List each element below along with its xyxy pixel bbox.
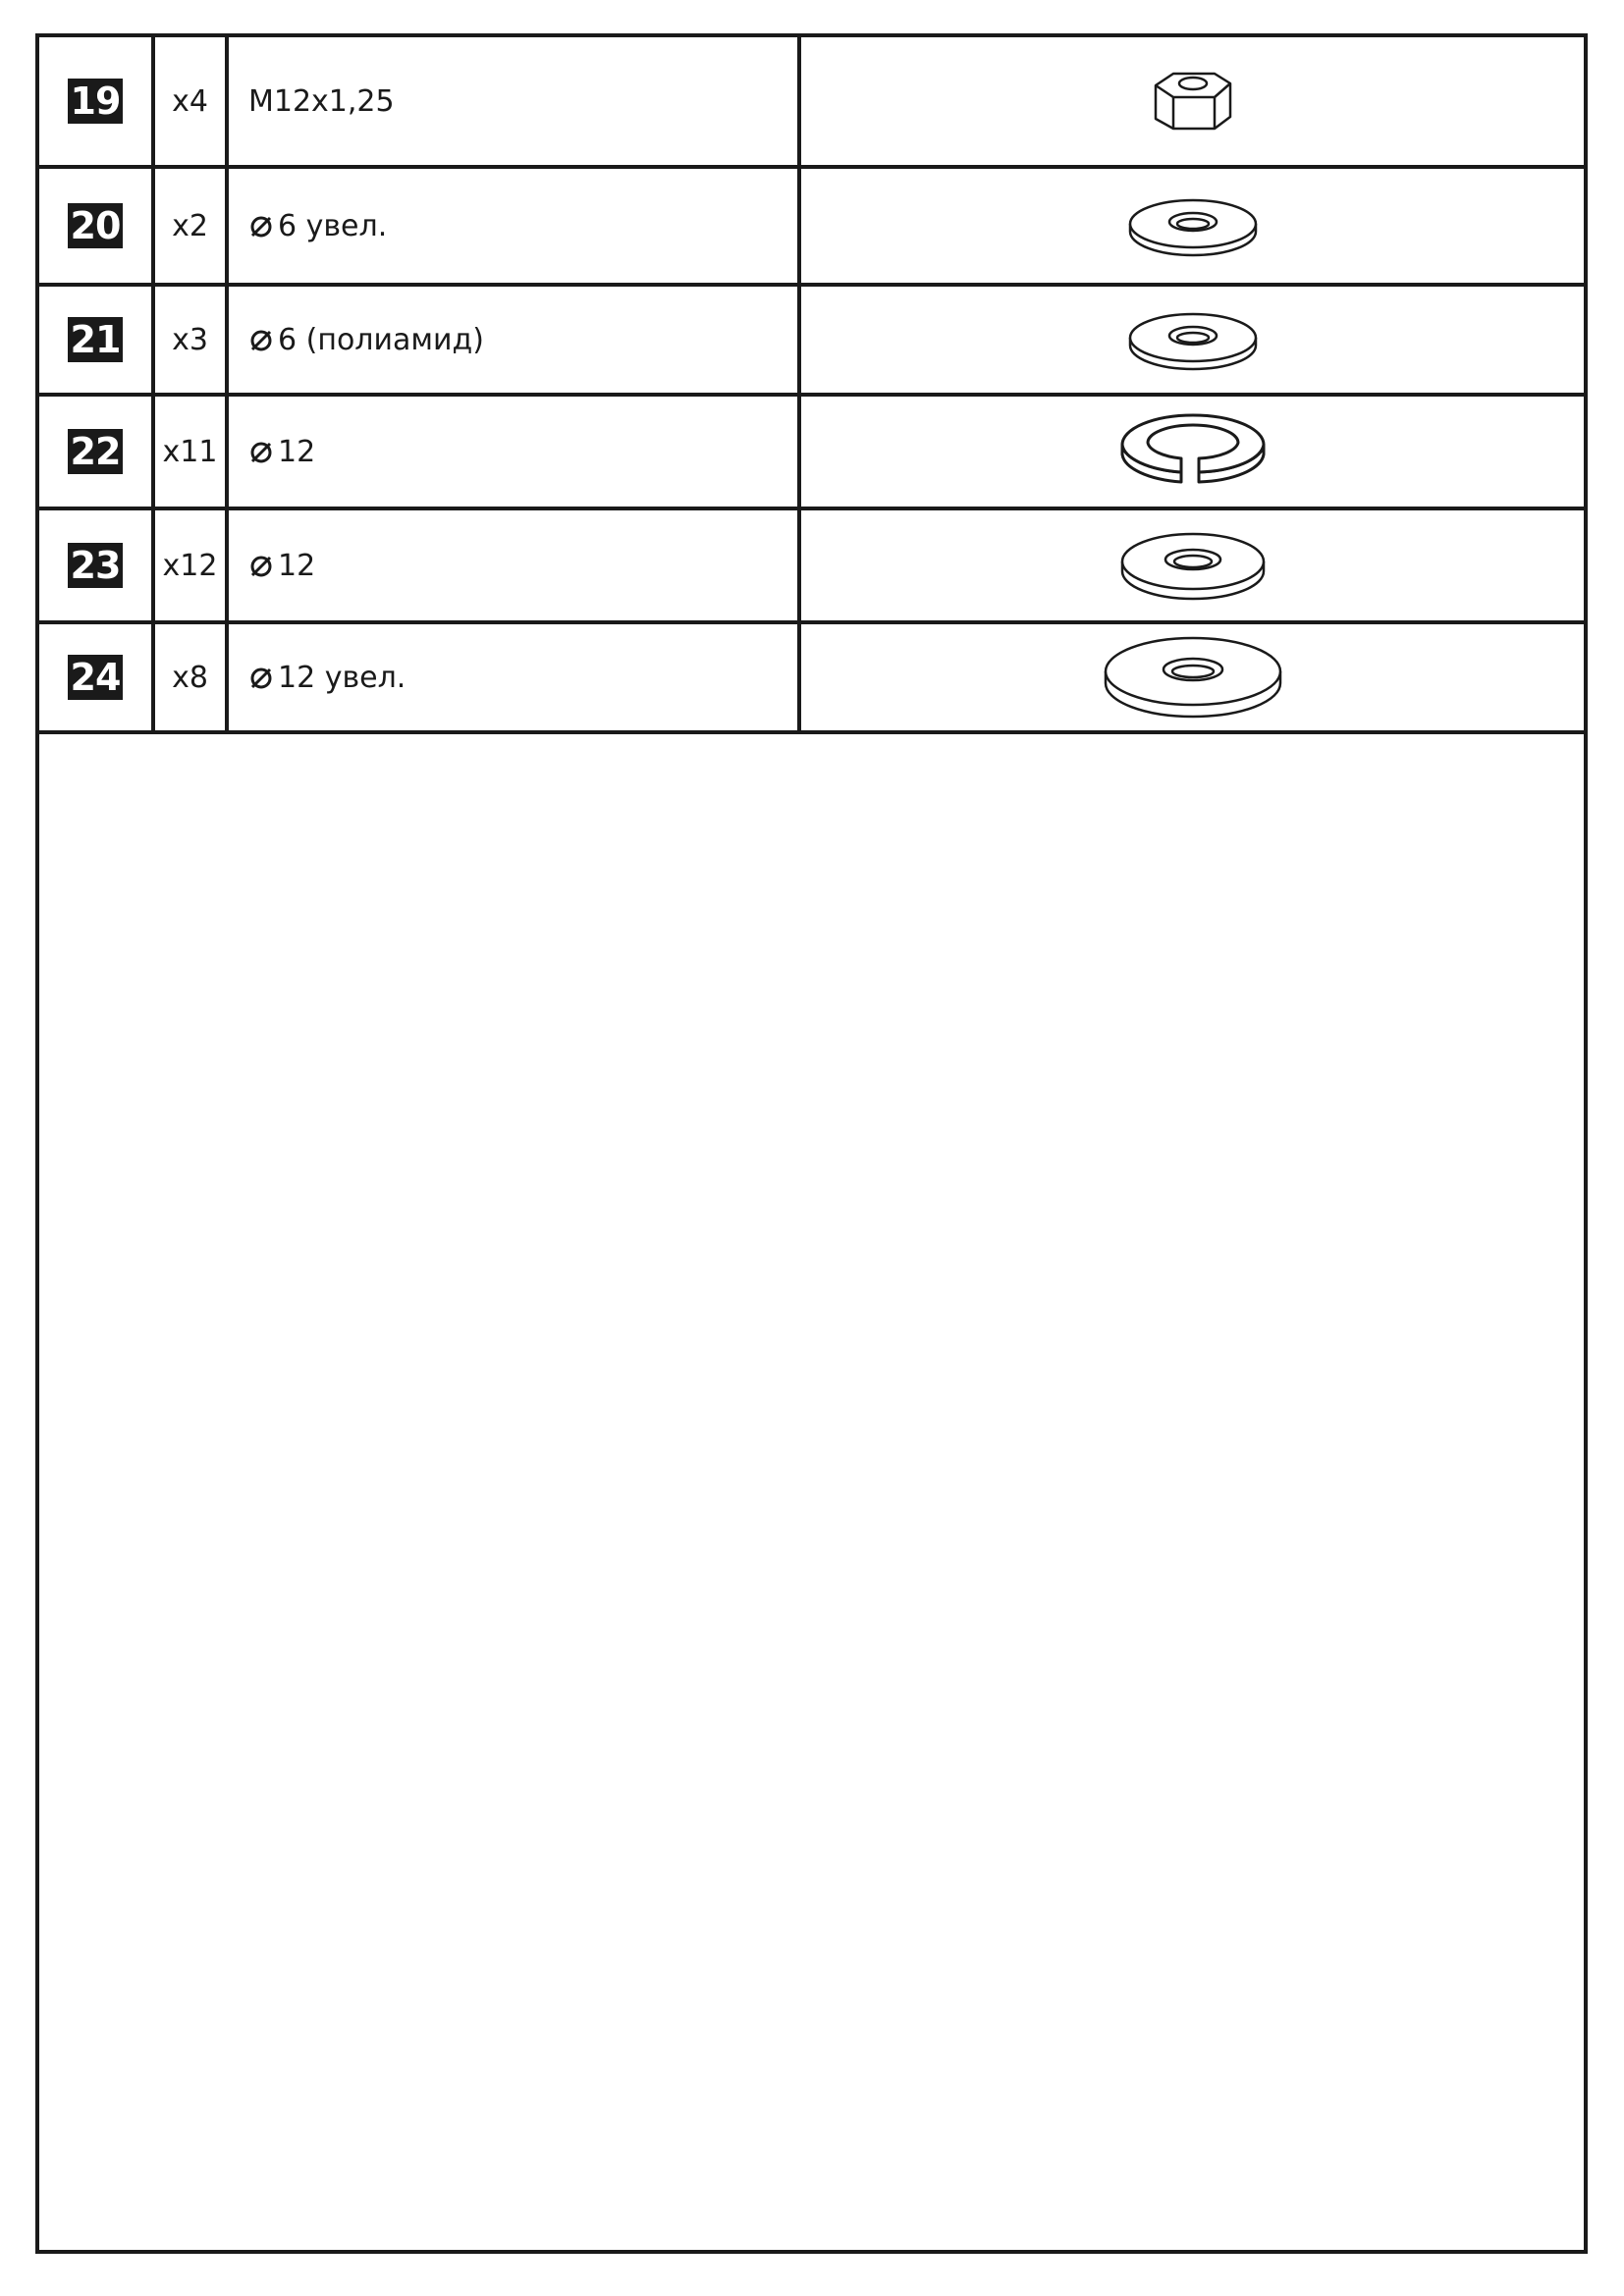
part-number-badge: 19	[68, 79, 123, 124]
flat-washer-icon	[1124, 188, 1262, 263]
quantity-cell	[155, 510, 225, 620]
part-number-cell	[39, 169, 151, 283]
illustration-cell	[801, 37, 1584, 165]
quantity: x2	[172, 208, 208, 243]
description-cell	[229, 397, 797, 507]
description: 12 увел.	[278, 660, 406, 695]
illustration-cell	[801, 510, 1584, 620]
row-divider	[35, 730, 1588, 734]
part-number-cell	[39, 397, 151, 507]
part-number-cell	[39, 37, 151, 165]
quantity: x11	[162, 434, 218, 469]
quantity-cell	[155, 624, 225, 730]
description-cell	[229, 287, 797, 393]
description: 6 (полиамид)	[278, 322, 484, 357]
part-number-cell	[39, 510, 151, 620]
quantity: x12	[162, 548, 218, 583]
part-number-badge: 20	[68, 203, 123, 248]
description: 12	[278, 434, 316, 469]
diameter-icon	[248, 665, 274, 690]
diameter-icon	[248, 327, 274, 352]
illustration-cell	[801, 169, 1584, 283]
part-number-badge: 21	[68, 317, 123, 362]
part-number-badge: 23	[68, 543, 123, 588]
part-number-badge: 22	[68, 429, 123, 474]
flat-washer-icon	[1124, 302, 1262, 377]
quantity-cell	[155, 37, 225, 165]
hex-nut-icon	[1144, 62, 1242, 140]
illustration-cell	[801, 397, 1584, 507]
diameter-icon	[248, 439, 274, 464]
description-cell	[229, 169, 797, 283]
part-number-cell	[39, 624, 151, 730]
quantity-cell	[155, 169, 225, 283]
quantity: x3	[172, 322, 208, 357]
description: 6 увел.	[278, 208, 388, 243]
large-flat-washer-icon	[1100, 630, 1286, 724]
illustration-cell	[801, 624, 1584, 730]
part-number-badge: 24	[68, 655, 123, 700]
quantity-cell	[155, 287, 225, 393]
description: 12	[278, 548, 316, 583]
description-cell	[229, 624, 797, 730]
diameter-icon	[248, 553, 274, 578]
part-number-cell	[39, 287, 151, 393]
illustration-cell	[801, 287, 1584, 393]
spring-washer-icon	[1114, 407, 1272, 496]
quantity-cell	[155, 397, 225, 507]
diameter-icon	[248, 213, 274, 239]
quantity: x4	[172, 83, 208, 119]
quantity: x8	[172, 660, 208, 695]
flat-washer-icon	[1114, 524, 1272, 607]
description-cell	[229, 37, 797, 165]
description: M12x1,25	[248, 83, 395, 119]
description-cell	[229, 510, 797, 620]
